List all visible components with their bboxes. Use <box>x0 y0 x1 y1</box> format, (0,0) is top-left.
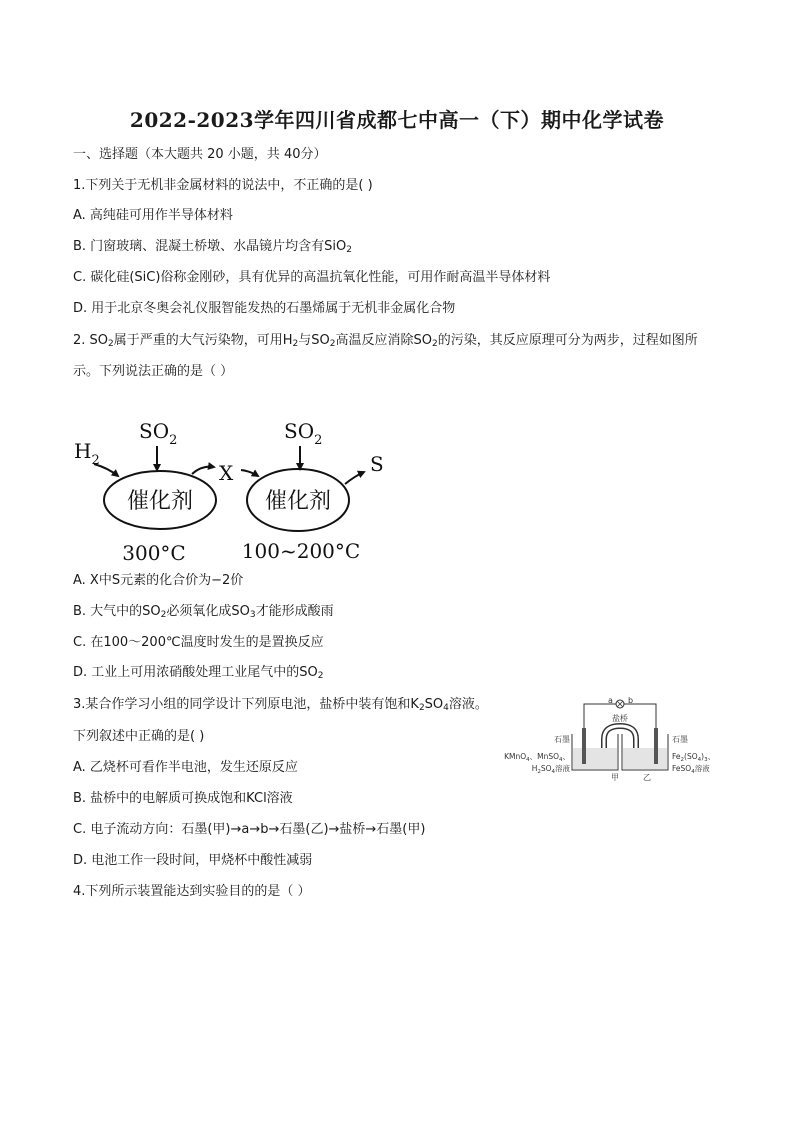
h2-label: $H_2$ <box>74 439 100 468</box>
wire-label-b: b <box>628 696 634 705</box>
wire-label-a: a <box>608 696 613 705</box>
question-3-option-d: D. 电池工作一段时间，甲烧杯中酸性减弱 <box>73 853 313 868</box>
question-2-option-d: D. 工业上可用浓硝酸处理工业尾气中的$SO_2$ <box>73 665 324 681</box>
beaker-label-jia: 甲 <box>611 773 619 782</box>
left-solution-label-2: $H_2SO_4$溶液 <box>531 764 570 775</box>
catalyst-label-1: 催化剂 <box>126 489 194 514</box>
section-heading: 一、选择题（本大题共 20 小题，共 40分） <box>73 147 327 162</box>
question-3-stem-line2: 下列叙述中正确的是( ) <box>73 729 205 744</box>
x-label: X <box>219 461 234 485</box>
question-1-option-c: C. 碳化硅(SiC)俗称金刚砂，具有优异的高温抗氧化性能，可用作耐高温半导体材料 <box>73 270 551 285</box>
so2-label-1: $SO_2$ <box>139 419 178 448</box>
question-3-option-b: B. 盐桥中的电解质可换成饱和KCl溶液 <box>73 791 293 806</box>
so2-label-2: $SO_2$ <box>284 419 323 448</box>
question-1-stem: 1.下列关于无机非金属材料的说法中，不正确的是( ) <box>73 178 373 193</box>
h2-arrow <box>94 464 118 476</box>
reaction-process-diagram <box>0 410 794 570</box>
electrode-right <box>654 728 658 764</box>
temp-label-2: 100~200°C <box>241 539 361 563</box>
electrode-left <box>582 728 586 764</box>
question-1-option-b: B. 门窗玻璃、混凝土桥墩、水晶镜片均含有SiO$_2$ <box>73 239 353 255</box>
graphite-label-left: 石墨 <box>554 735 570 744</box>
question-3-option-a: A. 乙烧杯可看作半电池，发生还原反应 <box>73 760 298 775</box>
question-3-option-c: C. 电子流动方向：石墨(甲)→a→b→石墨(乙)→盐桥→石墨(甲) <box>73 822 426 837</box>
catalyst-label-2: 催化剂 <box>264 489 332 514</box>
x-arrow-out <box>241 470 258 476</box>
graphite-label-right: 石墨 <box>672 735 688 744</box>
page-title: 2022-2023学年四川省成都七中高一（下）期中化学试卷 <box>129 108 665 132</box>
question-2-option-b: B. 大气中的$SO_2$必须氧化成$SO_3$才能形成酸雨 <box>73 604 334 620</box>
left-solution-label-1: KMnO$_4$、MnSO$_4$、 <box>504 752 570 763</box>
question-4-stem: 4.下列所示装置能达到实验目的的是（ ） <box>73 884 311 899</box>
question-2-stem-line1: 2. $SO_2$属于严重的大气污染物，可用$H_2$与$SO_2$高温反应消除$SO_2$的污染，其反应原理可分为两步，过程如图所 <box>73 333 698 349</box>
question-3-stem-line1: 3.某合作学习小组的同学设计下列原电池，盐桥中装有饱和$K_2SO_4$溶液。 <box>73 697 488 713</box>
galvanic-cell-diagram <box>504 694 732 784</box>
question-2-stem-line2: 示。下列说法正确的是（ ） <box>73 364 234 379</box>
beaker-label-yi: 乙 <box>643 773 651 782</box>
temp-label-1: 300°C <box>122 541 186 565</box>
question-2-option-c: C. 在100～200℃温度时发生的是置换反应 <box>73 635 324 650</box>
right-solution-label-2: FeSO$_4$溶液 <box>672 764 710 775</box>
question-1-option-a: A. 高纯硅可用作半导体材料 <box>73 208 233 223</box>
question-2-option-a: A. X中S元素的化合价为−2价 <box>73 573 244 588</box>
right-solution-label-1: $Fe_2(SO_4)_3$、 <box>672 752 716 763</box>
x-arrow-in <box>192 467 214 474</box>
s-label: S <box>370 452 384 476</box>
question-1-option-d: D. 用于北京冬奥会礼仪服智能发热的石墨烯属于无机非金属化合物 <box>73 301 456 316</box>
salt-bridge-label: 盐桥 <box>612 714 628 723</box>
s-arrow <box>345 472 364 484</box>
